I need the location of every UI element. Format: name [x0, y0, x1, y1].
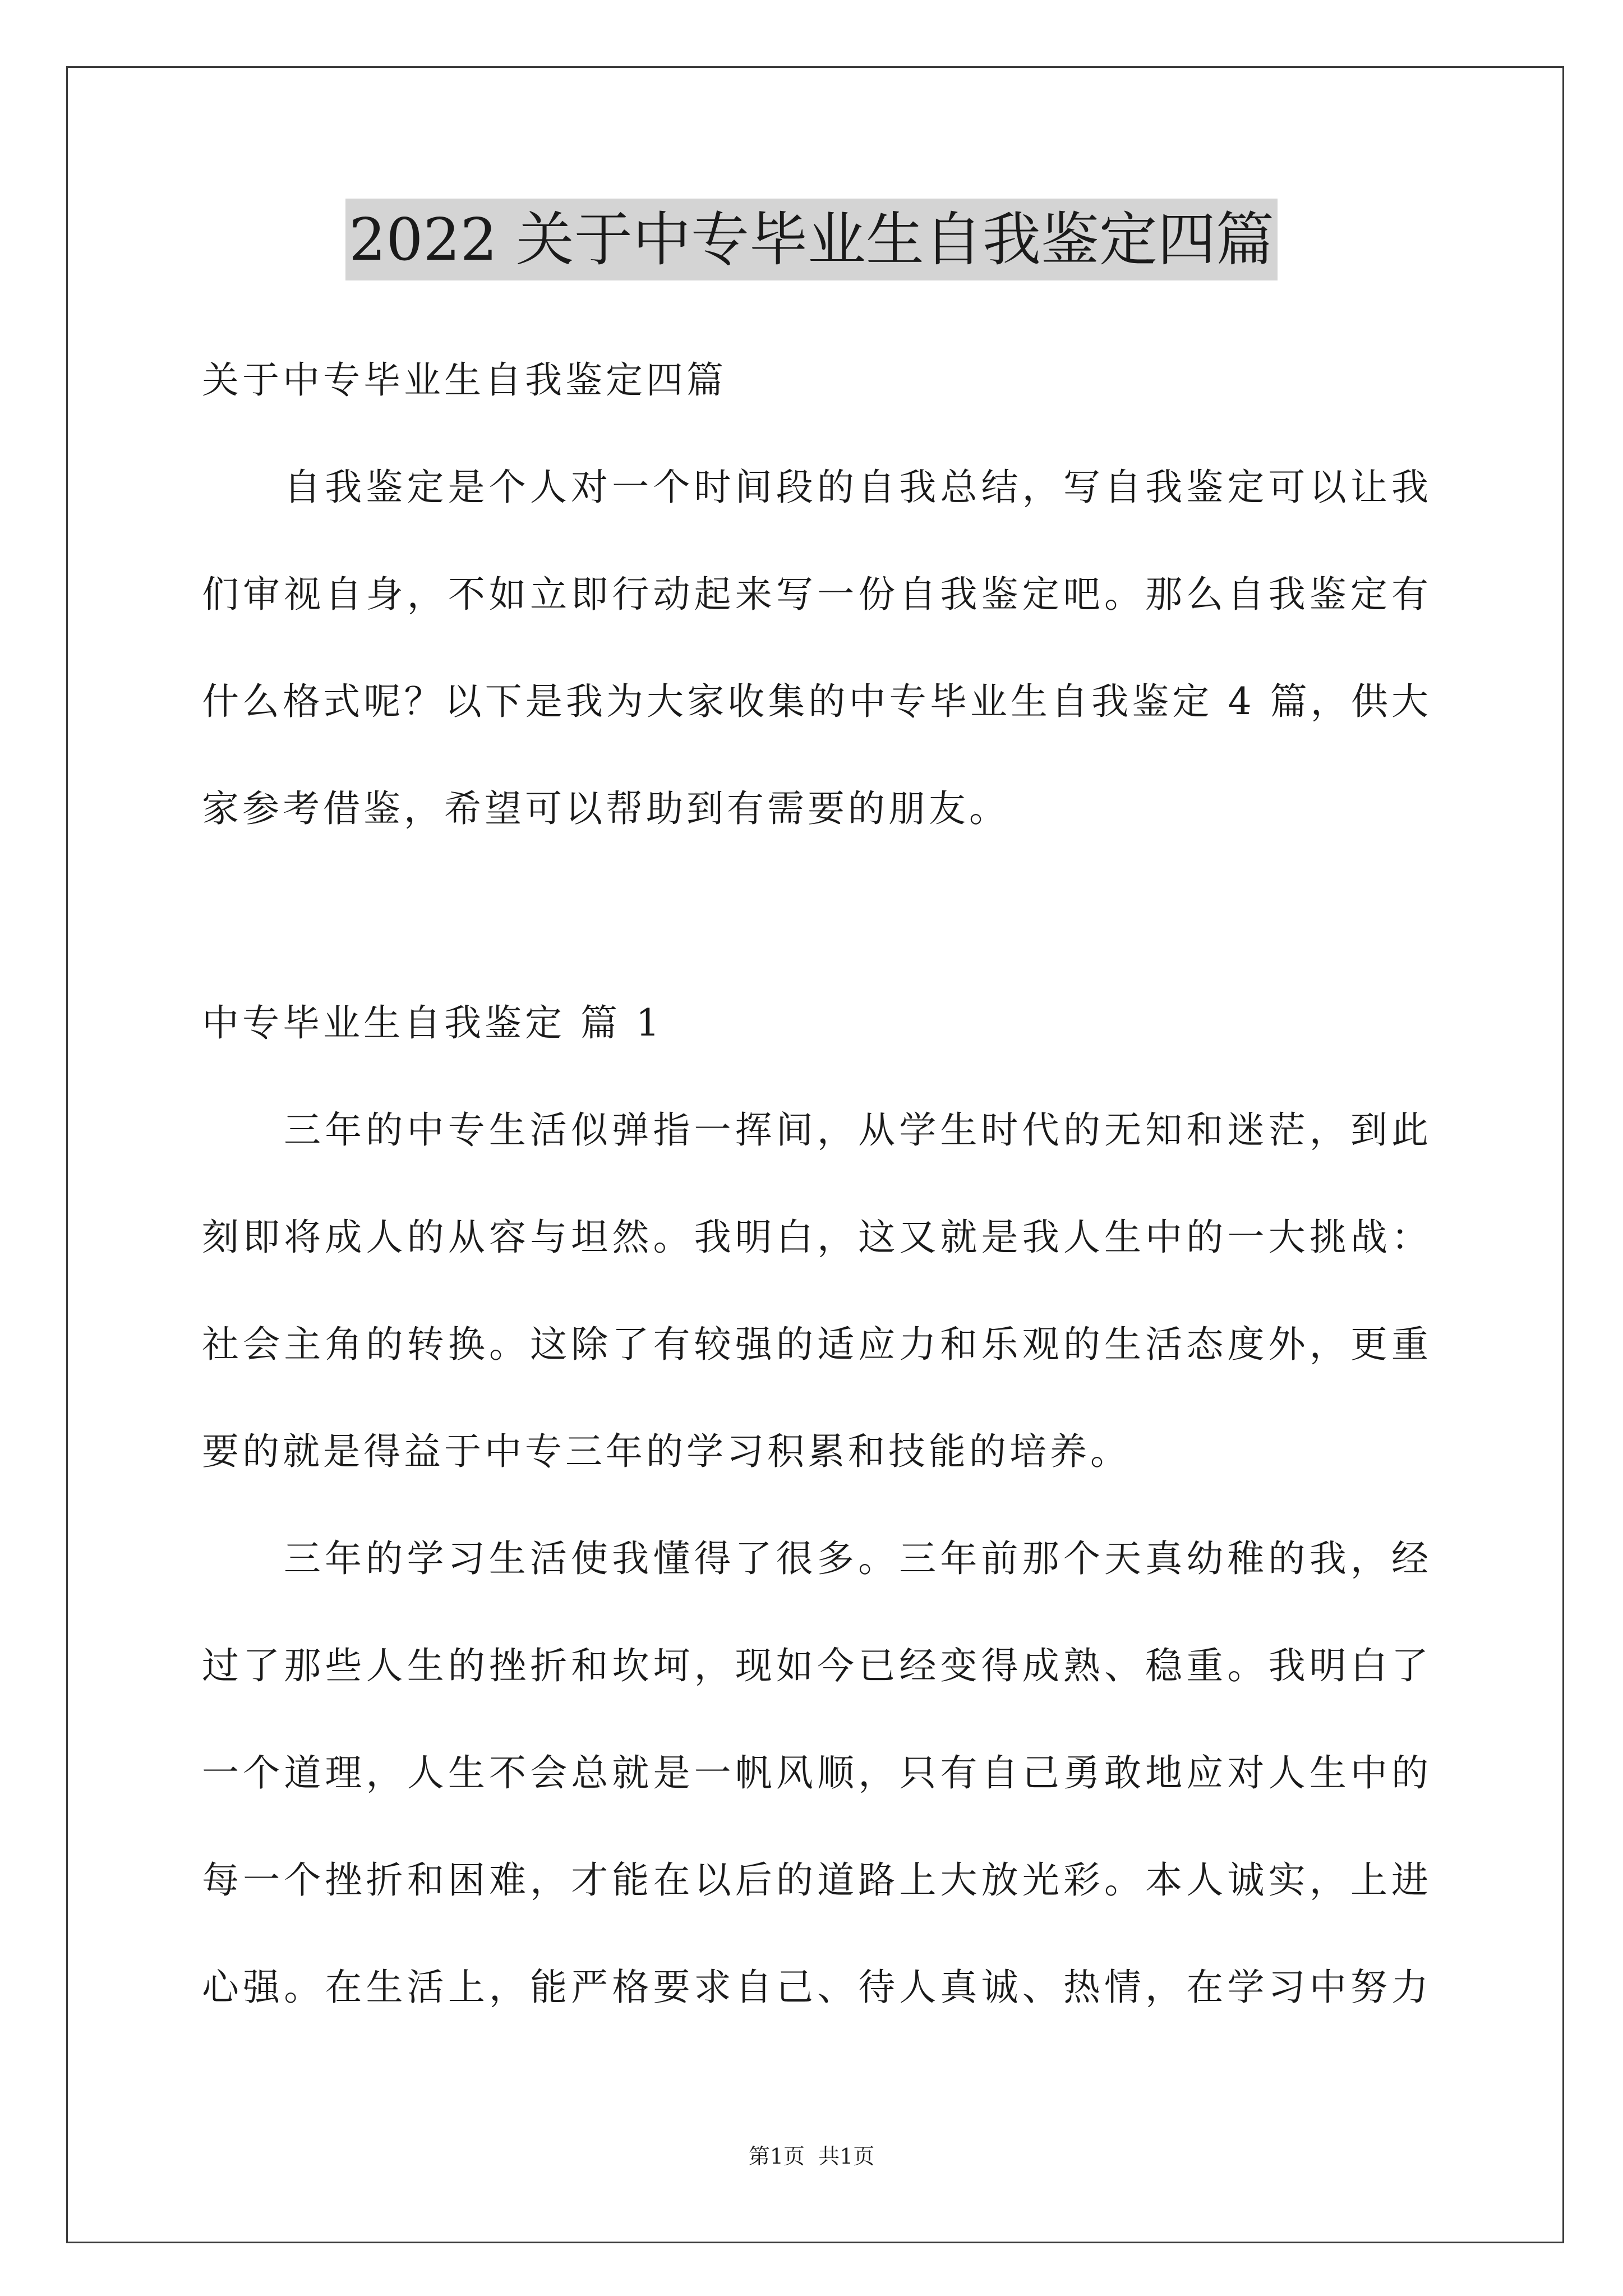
- text-line: 三年的中专生活似弹指一挥间，从学生时代的无知和迷茫，到此: [284, 1108, 1432, 1152]
- text-line: 什么格式呢？以下是我为大家收集的中专毕业生自我鉴定 4 篇，供大: [202, 680, 1432, 723]
- text-line: 一个道理，人生不会总就是一帆风顺，只有自己勇敢地应对人生中的: [202, 1751, 1432, 1795]
- text-line: 心强。在生活上，能严格要求自己、待人真诚、热情，在学习中努力: [202, 1966, 1432, 2009]
- text-line: 过了那些人生的挫折和坎坷，现如今已经变得成熟、稳重。我明白了: [202, 1644, 1432, 1687]
- intro-paragraph: [202, 434, 1432, 862]
- text-line: 们审视自身，不如立即行动起来写一份自我鉴定吧。那么自我鉴定有: [202, 573, 1432, 616]
- document-body: [202, 326, 1432, 2041]
- text-line: 家参考借鉴，希望可以帮助到有需要的朋友。: [202, 787, 1009, 830]
- text-line: 自我鉴定是个人对一个时间段的自我总结，写自我鉴定可以让我: [284, 466, 1432, 509]
- document-title: 2022 关于中专毕业生自我鉴定四篇: [345, 199, 1278, 280]
- text-line: 社会主角的转换。这除了有较强的适应力和乐观的生活态度外，更重: [202, 1323, 1432, 1366]
- text-line: 三年的学习生活使我懂得了很多。三年前那个天真幼稚的我，经: [284, 1537, 1432, 1580]
- text-line: 要的就是得益于中专三年的学习积累和技能的培养。: [202, 1430, 1131, 1473]
- paragraph-spacer: [202, 862, 1432, 969]
- section-paragraph: [202, 1076, 1432, 1505]
- page-footer: 第1页 共1页: [748, 2144, 875, 2169]
- text-line: 每一个挫折和困难，才能在以后的道路上大放光彩。本人诚实，上进: [202, 1858, 1432, 1902]
- text-line: 刻即将成人的从容与坦然。我明白，这又就是我人生中的一大挑战：: [202, 1216, 1432, 1259]
- section-paragraph: [202, 1505, 1432, 2041]
- title-row: [0, 199, 1623, 280]
- section-heading: 中专毕业生自我鉴定 篇 1: [202, 1001, 663, 1045]
- document-subtitle: 关于中专毕业生自我鉴定四篇: [202, 358, 727, 402]
